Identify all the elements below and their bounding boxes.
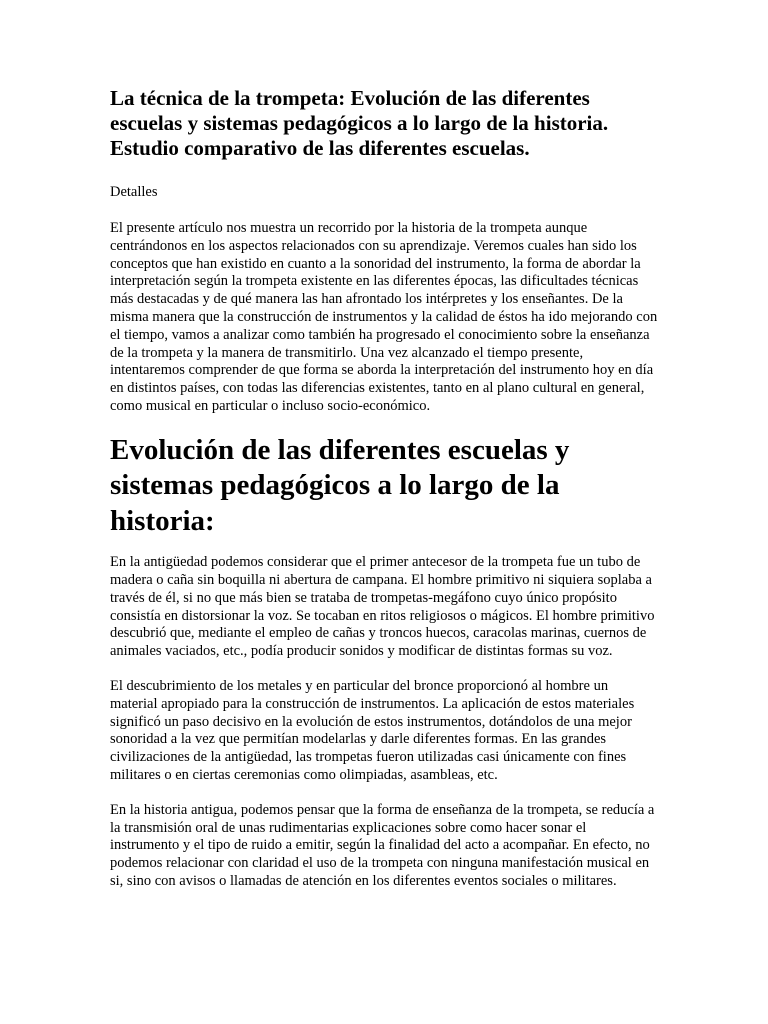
document-page [110,86,658,908]
body-paragraph: En la antigüedad podemos considerar que el primer antecesor de la trompeta fue un tubo de madera o caña sin boquilla ni abertura de campana. El hombre primitivo ni siquiera soplaba a través de él, si no que más bien se trataba de trompetas-megáfono cuyo único propósito consistía en distorsionar la voz. Se tocaban en ritos religiosos o mágicos. El hombre primitivo descubrió que, mediante el empleo de cañas y troncos huecos, caracolas marinas, cuernos de animales vaciados, etc., podía producir sonidos y modificar de distintas formas su voz. [110,554,655,660]
details-label: Detalles [110,184,158,200]
intro-paragraph: El presente artículo nos muestra un recorrido por la historia de la trompeta aunque centrándonos en los aspectos relacionados con su aprendizaje. Veremos cuales han sido los conceptos que han existido en cuanto a la sonoridad del instrumento, la forma de abordar la interpretación según la trompeta existente en las diferentes épocas, las dificultades técnicas más destacadas y de qué manera las han afrontado los intérpretes y los enseñantes. De la misma manera que la construcción de instrumentos y la calidad de éstos ha ido mejorando con el tiempo, vamos a analizar como también ha progresado el conocimiento sobre la enseñanza de la trompeta y la manera de transmitirlo. Una vez alcanzado el tiempo presente, intentaremos comprender de que forma se aborda la interpretación del instrumento hoy en día en distintos países, con todas las diferencias existentes, tanto en al plano cultural en general, como musical en particular o incluso socio-económico. [110,220,658,414]
body-paragraph: En la historia antigua, podemos pensar que la forma de enseñanza de la trompeta, se reducía a la transmisión oral de unas rudimentarias explicaciones sobre como hacer sonar el instrumento y el tipo de ruido a emitir, según la finalidad del acto a acompañar. En efecto, no podemos relacionar con claridad el uso de la trompeta con ninguna manifestación musical en si, sino con avisos o llamadas de atención en los diferentes eventos sociales o militares. [110,801,655,890]
article-title: La técnica de la trompeta: Evolución de las diferentes escuelas y sistemas pedagógicos a lo largo de la historia. Estudio comparativo de las diferentes escuelas. [110,86,609,160]
section-heading: Evolución de las diferentes escuelas y sistemas pedagógicos a lo largo de la historia: [110,433,570,537]
body-paragraph: El descubrimiento de los metales y en particular del bronce proporcionó al hombre un material apropiado para la construcción de instrumentos. La aplicación de estos materiales significó un paso decisivo en la evolución de estos instrumentos, dotándolos de una mejor sonoridad a la vez que permitían modelarlas y darle diferentes formas. En las grandes civilizaciones de la antigüedad, las trompetas fueron utilizadas casi únicamente con fines militares o en ciertas ceremonias como olimpiadas, asambleas, etc. [110,678,635,784]
